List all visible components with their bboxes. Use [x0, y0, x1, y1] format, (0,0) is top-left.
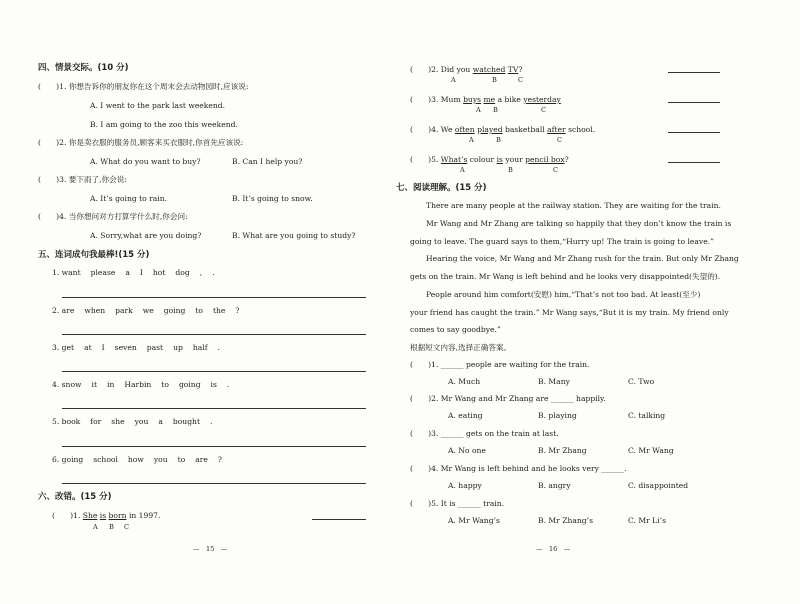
sec4-q2: ( )2. 你是卖衣服的服务员,顾客来买衣服时,你首先应该说:	[38, 138, 244, 147]
label-a: A	[451, 76, 456, 84]
reading-q4: ( )4. Mr Wang is left behind and he looks very ______.	[410, 464, 627, 473]
reading-q1-option-b: B. Many	[538, 377, 570, 386]
label-b: B	[493, 106, 498, 114]
passage-line: Mr Wang and Mr Zhang are talking so happily that they don’t know the train is	[426, 219, 732, 228]
sec6-q5	[410, 155, 569, 165]
label-b: B	[109, 523, 114, 531]
underlined-word-a: buys	[463, 95, 482, 104]
label-a: A	[476, 106, 481, 114]
question-number: ( )4. We	[410, 125, 453, 134]
sentence-middle: colour	[469, 155, 495, 164]
label-c: C	[518, 76, 524, 84]
label-c: C	[541, 106, 547, 114]
reading-q3-option-c: C. Mr Wang	[628, 446, 674, 455]
sec6-q1	[52, 511, 160, 521]
answer-blank	[668, 132, 720, 133]
sec5-sentence-1: 1. want please a I hot dog , .	[52, 268, 215, 277]
label-a: A	[460, 166, 465, 174]
sec4-q1: ( )1. 你想告诉你的朋友你在这个周末会去动物园时,应该说:	[38, 82, 249, 91]
page-number-right: — 16 —	[536, 545, 571, 553]
sec6-q2	[410, 65, 522, 75]
passage-line: gets on the train. Mr Wang is left behind and he looks very disappointed(失望的).	[410, 272, 721, 281]
label-a: A	[93, 523, 98, 531]
sec6-q3	[410, 95, 561, 105]
reading-q5-option-b: B. Mr Zhang’s	[538, 516, 593, 525]
reading-q3-option-a: A. No one	[448, 446, 486, 455]
answer-line	[62, 297, 366, 298]
reading-q3-option-b: B. Mr Zhang	[538, 446, 587, 455]
passage-line: There are many people at the railway station. They are waiting for the train.	[426, 201, 721, 210]
underlined-word-a: often	[454, 125, 475, 134]
section-4-title: 四、情景交际。(10 分)	[38, 63, 129, 73]
underlined-word-c: pencil box	[525, 155, 565, 164]
underlined-word-c: born	[108, 511, 127, 520]
reading-q2-option-c: C. talking	[628, 411, 666, 420]
underlined-word-b: played	[477, 125, 503, 134]
sec4-q2-option-a: A. What do you want to buy?	[90, 157, 201, 166]
passage-line: Hearing the voice, Mr Wang and Mr Zhang rush for the train. But only Mr Zhang	[426, 254, 739, 263]
reading-q5-option-a: A. Mr Wang’s	[448, 516, 500, 525]
sentence-middle: a bike	[497, 95, 521, 104]
answer-blank	[312, 519, 366, 520]
underlined-word-c: yesterday	[523, 95, 561, 104]
underlined-word-b: is	[99, 511, 107, 520]
sentence-rest: in 1997.	[128, 511, 161, 520]
underlined-word-b: TV	[507, 65, 519, 74]
underlined-word-b: is	[496, 155, 503, 164]
sec5-sentence-3: 3. get at I seven past up half .	[52, 343, 220, 352]
page-number-left: — 15 —	[193, 545, 228, 553]
reading-q4-option-c: C. disappointed	[628, 481, 689, 490]
sec5-sentence-6: 6. going school how you to are ?	[52, 455, 222, 464]
sec4-q1-option-b: B. I am going to the zoo this weekend.	[90, 120, 238, 129]
answer-blank	[668, 102, 720, 103]
label-b: B	[492, 76, 497, 84]
reading-q1: ( )1. ______ people are waiting for the train.	[410, 360, 590, 369]
underlined-word-a: watched	[472, 65, 506, 74]
sentence-rest: school.	[568, 125, 596, 134]
sec4-q2-option-b: B. Can I help you?	[232, 157, 303, 166]
underlined-word-a: She	[82, 511, 98, 520]
reading-q1-option-c: C. Two	[628, 377, 655, 386]
passage-line: comes to say goodbye.”	[410, 325, 501, 334]
sec4-q3: ( )3. 要下雨了,你会说:	[38, 175, 127, 184]
sec4-q4-option-b: B. What are you going to study?	[232, 231, 356, 240]
answer-line	[62, 408, 366, 409]
label-c: C	[557, 136, 563, 144]
sec4-q4-option-a: A. Sorry,what are you doing?	[90, 231, 202, 240]
underlined-word-a: What’s	[440, 155, 468, 164]
answer-blank	[668, 162, 720, 163]
label-c: C	[553, 166, 559, 174]
reading-q4-option-b: B. angry	[538, 481, 571, 490]
question-number: ( )2. Did you	[410, 65, 471, 74]
answer-line	[62, 371, 366, 372]
underlined-word-b: me	[483, 95, 496, 104]
reading-q5: ( )5. It is ______ train.	[410, 499, 505, 508]
passage-line: your friend has caught the train.” Mr Wang says,“But it is my train. My friend only	[410, 308, 729, 317]
answer-line	[62, 446, 366, 447]
reading-q2-option-a: A. eating	[448, 411, 483, 420]
passage-line: going to leave. The guard says to them,“Hurry up! The train is going to leave.”	[410, 237, 715, 246]
sentence-rest: ?	[564, 155, 569, 164]
question-number: ( )5.	[410, 155, 439, 164]
answer-blank	[668, 72, 720, 73]
sec5-sentence-4: 4. snow it in Harbin to going is .	[52, 380, 230, 389]
section-6-title: 六、改错。(15 分)	[38, 492, 112, 502]
reading-q2: ( )2. Mr Wang and Mr Zhang are ______ happily.	[410, 394, 606, 403]
section-5-title: 五、连词成句我最棒!(15 分)	[38, 250, 150, 260]
question-number: ( )1.	[52, 511, 81, 520]
label-c: C	[124, 523, 130, 531]
underlined-word-c: after	[547, 125, 566, 134]
sec5-sentence-2: 2. are when park we going to the ?	[52, 306, 240, 315]
answer-line	[62, 483, 366, 484]
reading-q5-option-c: C. Mr Li’s	[628, 516, 666, 525]
question-number: ( )3. Mum	[410, 95, 461, 104]
sentence-rest: ?	[518, 65, 523, 74]
sec4-q1-option-a: A. I went to the park last weekend.	[90, 101, 226, 110]
reading-q1-option-a: A. Much	[448, 377, 481, 386]
reading-q3: ( )3. ______ gets on the train at last.	[410, 429, 559, 438]
passage-line: People around him comfort(安慰) him,“That’s not too bad. At least(至少)	[426, 290, 701, 299]
instruction: 根据短文内容,选择正确答案。	[410, 343, 512, 352]
reading-q4-option-a: A. happy	[448, 481, 482, 490]
label-b: B	[508, 166, 513, 174]
sec6-q4	[410, 125, 595, 135]
sec4-q3-option-a: A. It’s going to rain.	[90, 194, 168, 203]
sec4-q4: ( )4. 当你想问对方打算学什么时,你会问:	[38, 212, 188, 221]
sec5-sentence-5: 5. book for she you a bought .	[52, 417, 213, 426]
answer-line	[62, 334, 366, 335]
sec4-q3-option-b: B. It’s going to snow.	[232, 194, 313, 203]
sentence-middle: your	[505, 155, 523, 164]
section-7-title: 七、阅读理解。(15 分)	[396, 183, 487, 193]
label-a: A	[469, 136, 474, 144]
reading-q2-option-b: B. playing	[538, 411, 577, 420]
label-b: B	[496, 136, 501, 144]
sentence-middle: basketball	[505, 125, 545, 134]
